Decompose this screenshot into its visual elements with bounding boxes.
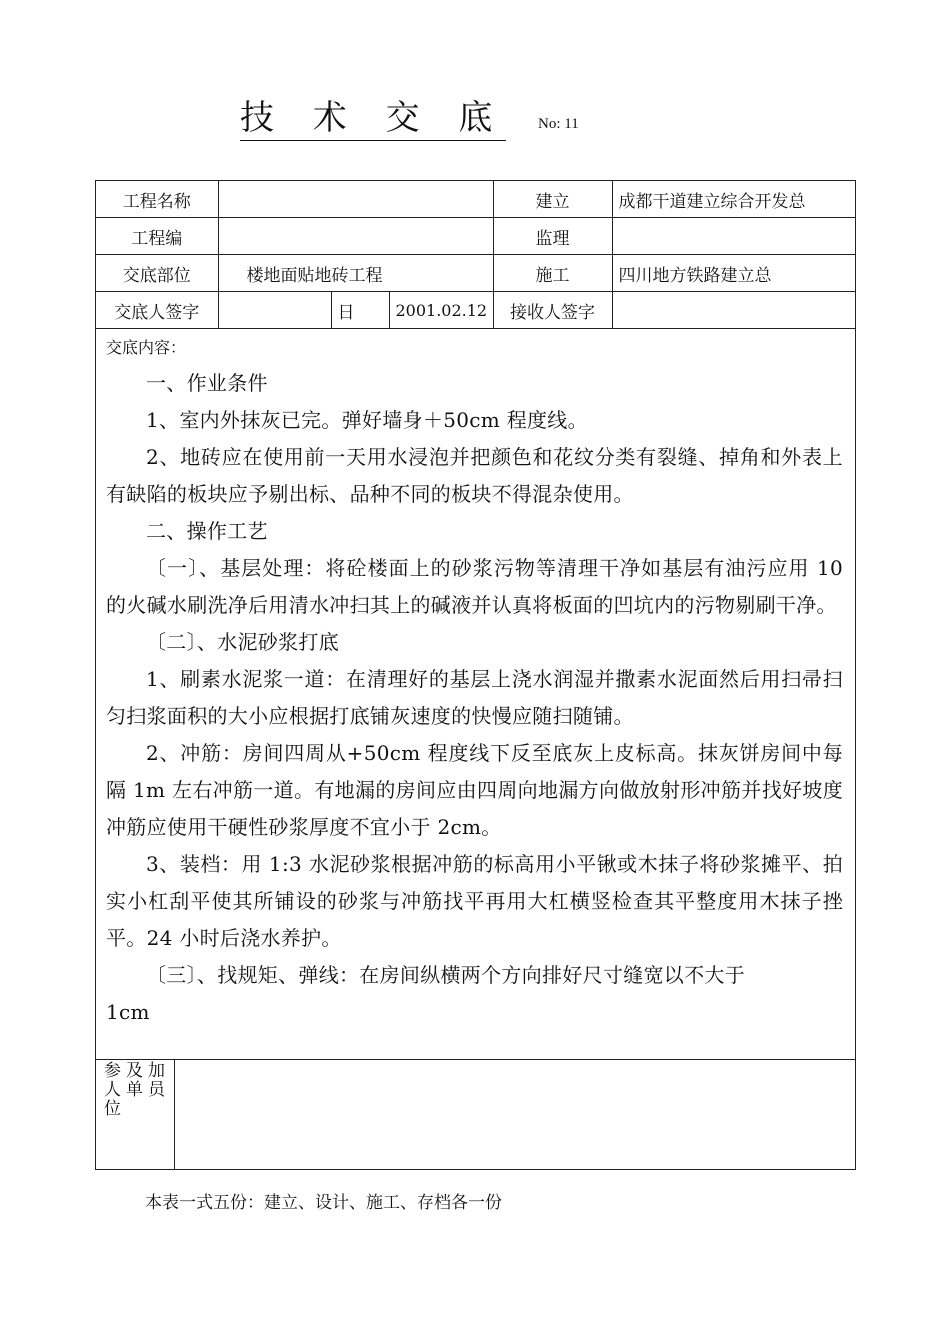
project-code-value bbox=[218, 218, 493, 255]
table-row bbox=[96, 292, 856, 329]
builder-value: 成都干道建立综合开发总 bbox=[612, 181, 856, 218]
construction-label: 施工 bbox=[493, 255, 612, 292]
document-number: No: 11 bbox=[538, 116, 579, 132]
table-row bbox=[96, 181, 856, 218]
paragraph: 一、作业条件 bbox=[146, 371, 268, 395]
paragraph: 3、装档：用 1:3 水泥砂浆根据冲筋的标高用小平锹或木抹子将砂浆摊平、拍实小杠刮平使其所铺设的砂浆与冲筋找平再用大杠横竖检查其平整度用木抹子挫平。24 小时后浇水养护。 bbox=[106, 852, 843, 950]
signer-label: 交底人签字 bbox=[96, 292, 218, 329]
supervisor-label: 监理 bbox=[493, 218, 612, 255]
location-label: 交底部位 bbox=[96, 255, 218, 292]
info-table bbox=[96, 181, 856, 329]
paragraph: 2、冲筋：房间四周从+50cm 程度线下反至底灰上皮标高。抹灰饼房间中每隔 1m 左右冲筋一道。有地漏的房间应由四周向地漏方向做放射形冲筋并找好坡度冲筋应使用干硬性砂浆厚度不宜小于 2cm。 bbox=[106, 741, 843, 839]
title-row bbox=[240, 96, 660, 146]
table-row bbox=[96, 218, 856, 255]
participants-section bbox=[96, 1059, 855, 1169]
paragraph: 二、操作工艺 bbox=[146, 519, 268, 543]
project-name-value bbox=[218, 181, 493, 218]
participants-label: 参及加人单员位 bbox=[96, 1060, 175, 1170]
content-label: 交底内容： bbox=[106, 338, 187, 357]
date-value: 2001.02.12 bbox=[389, 292, 493, 329]
document-title: 技 术 交 底 bbox=[240, 96, 506, 141]
paragraph: 2、地砖应在使用前一天用水浸泡并把颜色和花纹分类有裂缝、掉角和外表上有缺陷的板块应予剔出标、品种不同的板块不得混杂使用。 bbox=[106, 445, 843, 506]
form-frame bbox=[95, 180, 856, 1170]
footer-note: 本表一式五份：建立、设计、施工、存档各一份 bbox=[145, 1193, 502, 1213]
participants-value bbox=[176, 1060, 855, 1170]
signer-value bbox=[218, 292, 331, 329]
paragraph: 1、刷素水泥浆一道：在清理好的基层上浇水润湿并撒素水泥面然后用扫帚扫匀扫浆面积的大小应根据打底铺灰速度的快慢应随扫随铺。 bbox=[106, 667, 843, 728]
receiver-value bbox=[612, 292, 856, 329]
content-section bbox=[96, 325, 855, 1060]
table-row bbox=[96, 255, 856, 292]
paragraph: 〔一〕、基层处理：将砼楼面上的砂浆污物等清理干净如基层有油污应用 10 的火碱水刷洗净后用清水冲扫其上的碱液并认真将板面的凹坑内的污物剔刷干净。 bbox=[106, 556, 843, 617]
project-name-label: 工程名称 bbox=[96, 181, 218, 218]
location-value: 楼地面贴地砖工程 bbox=[218, 255, 493, 292]
receiver-label: 接收人签字 bbox=[493, 292, 612, 329]
paragraph: 〔三〕、找规矩、弹线：在房间纵横两个方向排好尺寸缝宽以不大于 bbox=[146, 963, 745, 987]
builder-label: 建立 bbox=[493, 181, 612, 218]
paragraph: 1cm bbox=[106, 1000, 150, 1024]
paragraph: 1、室内外抹灰已完。弹好墙身＋50cm 程度线。 bbox=[146, 408, 588, 432]
supervisor-value bbox=[612, 218, 856, 255]
date-label: 日 bbox=[331, 292, 389, 329]
paragraph: 〔二〕、水泥砂浆打底 bbox=[146, 630, 339, 654]
construction-value: 四川地方铁路建立总 bbox=[612, 255, 856, 292]
project-code-label: 工程编 bbox=[96, 218, 218, 255]
